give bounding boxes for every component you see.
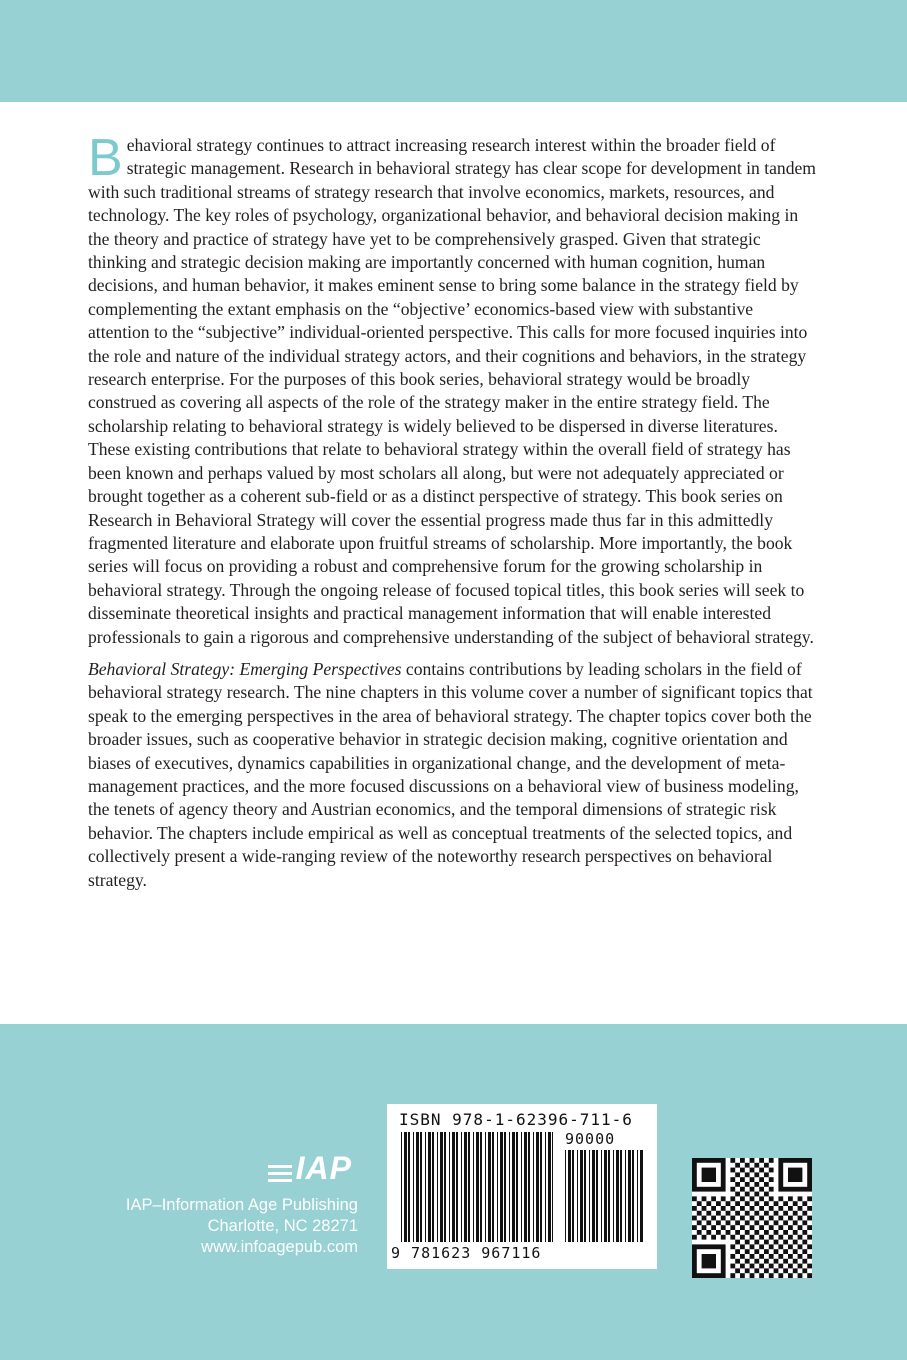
qr-code: [692, 1158, 812, 1278]
barcode-addon-bars: [565, 1150, 643, 1242]
paragraph-volume-text: contains contributions by leading scholars in the field of behavioral strategy research. The nine chapters in this volume cover a number of significant topics that speak to the emerging perspectives in the area of behavioral strategy. The chapter topics cover both the broader issues, such as cooperative behavior in strategic decision making, cognitive orientation and biases of executives, dynamics capabilities in organizational change, and the development of meta-management practices, and the more focused discussions on a behavioral view of business modeling, the tenets of agency theory and Austrian economics, and the temporal dimensions of strategic risk behavior. The chapters include empirical as well as conceptual treatments of the selected topics, and collectively present a wide-ranging review of the noteworthy research perspectives on behavioral strategy.: [88, 658, 813, 890]
publisher-name: IAP–Information Age Publishing: [125, 1196, 358, 1214]
isbn-barcode: [387, 1104, 657, 1269]
publisher-url: www.infoagepub.com: [201, 1238, 358, 1256]
top-color-band: [0, 0, 907, 102]
paragraph-series: [88, 129, 818, 649]
barcode-digits: 9 781623 967116: [391, 1244, 542, 1262]
iap-logo: IAP: [290, 1156, 358, 1181]
paragraph-volume: [88, 658, 818, 892]
book-title-inline: Behavioral Strategy: Emerging Perspectives: [88, 658, 402, 679]
paragraph-series-text: ehavioral strategy continues to attract increasing research interest within the broader field of strategic management. Research in behavioral strategy has clear scope for development in tandem with such traditional streams of strategy research that involve economics, markets, resources, and technology. The key roles of psychology, organizational behavior, and behavioral decision making in the theory and practice of strategy have yet to be comprehensively grasped. Given that strategic thinking and strategic decision making are importantly concerned with human cognition, human decisions, and human behavior, it makes eminent sense to bring some balance in the strategy field by complementing the extant emphasis on the “objective’ economics-based view with substantive attention to the “subjective” individual-oriented perspective. This calls for more focused inquiries into the role and nature of the individual strategy actors, and their cognitions and behaviors, in the strategy research enterprise. For the purposes of this book series, behavioral strategy would be broadly construed as covering all aspects of the role of the strategy maker in the entire strategy field. The scholarship relating to behavioral strategy is widely believed to be dispersed in diverse literatures. These existing contributions that relate to behavioral strategy within the overall field of strategy has been known and perhaps valued by most scholars all along, but were not adequately appreciated or brought together as a coherent sub-field or as a distinct perspective of strategy. This book series on Research in Behavioral Strategy will cover the essential progress made thus far in this admittedly fragmented literature and elaborate upon fruitful streams of scholarship. More importantly, the book series will focus on providing a robust and comprehensive forum for the growing scholarship in behavioral strategy. Through the ongoing release of focused topical titles, this book series will seek to disseminate theoretical insights and practical management information that will enable interested professionals to gain a rigorous and comprehensive understanding of the subject of behavioral strategy.: [88, 135, 816, 647]
cover-text: [88, 129, 818, 901]
isbn-number: ISBN 978-1-62396-711-6: [399, 1110, 633, 1129]
drop-cap: B: [88, 129, 123, 187]
publisher-block: [100, 1150, 358, 1258]
publisher-city: Charlotte, NC 28271: [207, 1217, 358, 1235]
price-code: 90000: [565, 1130, 616, 1148]
barcode-bars: [401, 1132, 553, 1242]
